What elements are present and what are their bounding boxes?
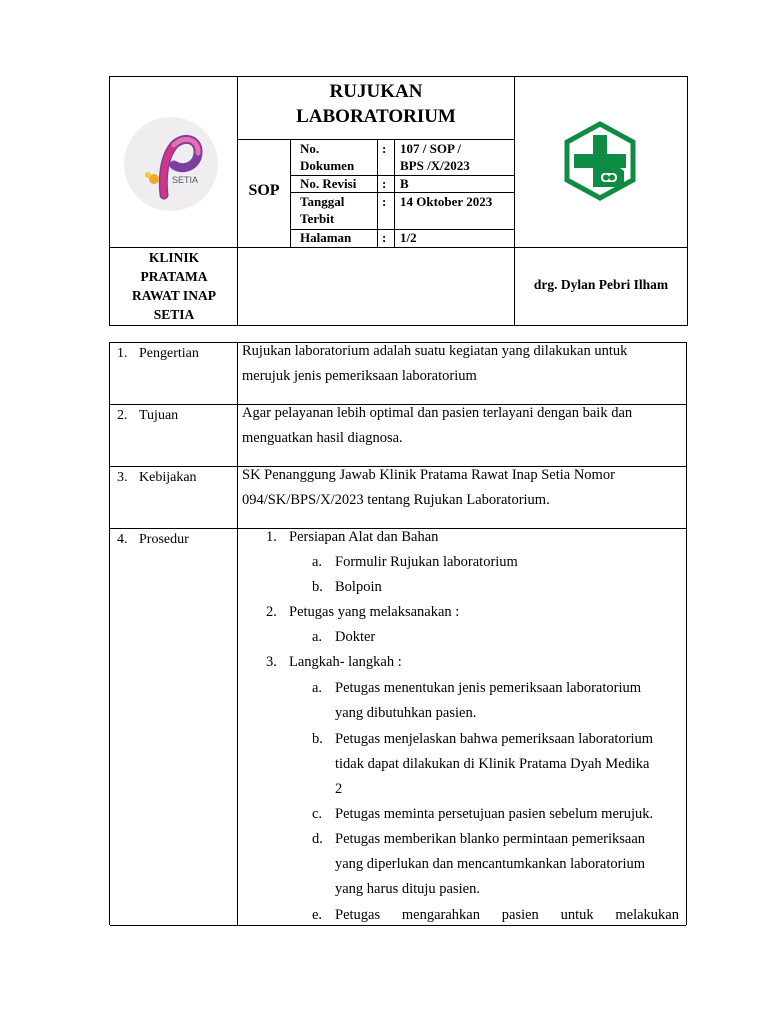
setia-logo-icon xyxy=(124,117,218,211)
sub-item-letter: a. xyxy=(312,554,323,570)
sub-item-letter: a. xyxy=(312,680,323,696)
colon: : xyxy=(382,194,387,209)
section-text: Rujukan laboratorium adalah suatu kegiatan yang dilakukan untuk merujuk jenis pemeriksaan laboratorium xyxy=(242,343,628,384)
list-item-text: Persiapan Alat dan Bahan xyxy=(289,529,439,545)
section-label: Tujuan xyxy=(139,408,179,423)
sub-item-letter: d. xyxy=(312,831,323,847)
sub-item-letter: b. xyxy=(312,579,323,595)
sub-item-text: Formulir Rujukan laboratorium xyxy=(335,554,518,570)
revision-value: B xyxy=(400,176,409,191)
document-title: RUJUKAN LABORATORIUM xyxy=(296,81,456,127)
sub-item-text: Bolpoin xyxy=(335,579,382,595)
list-item-number: 1. xyxy=(266,529,277,545)
issued-date-label: Tanggal Terbit xyxy=(300,194,345,226)
colon: : xyxy=(382,176,387,191)
issued-date-value: 14 Oktober 2023 xyxy=(400,194,493,209)
colon: : xyxy=(382,141,387,156)
sop-label: SOP xyxy=(248,182,280,199)
sub-item-letter: b. xyxy=(312,731,323,747)
clinic-logo xyxy=(124,117,218,211)
section-label: Kebijakan xyxy=(139,470,197,485)
page-label: Halaman xyxy=(300,230,352,245)
sub-item-text: Petugas mengarahkan pasien untuk melakukan xyxy=(335,907,679,923)
signatory-name: drg. Dylan Pebri Ilham xyxy=(533,277,669,292)
page-value: 1/2 xyxy=(400,230,417,245)
colon: : xyxy=(382,230,387,245)
header-table xyxy=(109,76,688,326)
doc-number-label: No. Dokumen xyxy=(300,141,355,173)
doc-number-value: 107 / SOP / BPS /X/2023 xyxy=(400,141,470,173)
sub-item-text: Dokter xyxy=(335,629,376,645)
section-label: Prosedur xyxy=(139,532,189,547)
sub-item-letter: a. xyxy=(312,629,323,645)
section-number: 2. xyxy=(117,408,128,423)
sub-item-text: Petugas menjelaskan bahwa pemeriksaan laboratorium tidak dapat dilakukan di Klinik Pratama Dyah Medika 2 xyxy=(335,731,654,797)
list-item-number: 3. xyxy=(266,654,277,670)
section-text: Agar pelayanan lebih optimal dan pasien terlayani dengan baik dan menguatkan hasil diagnosa. xyxy=(242,405,633,446)
sub-item-text: Petugas menentukan jenis pemeriksaan laboratorium yang dibutuhkan pasien. xyxy=(335,680,642,721)
sub-item-text: Petugas memberikan blanko permintaan pemeriksaan yang diperlukan dan mencantumkankan laboratorium yang harus dituju pasien. xyxy=(335,831,646,897)
section-number: 3. xyxy=(117,470,128,485)
sub-item-text: Petugas meminta persetujuan pasien sebelum merujuk. xyxy=(335,806,654,822)
section-number: 4. xyxy=(117,532,128,547)
health-cross-icon xyxy=(560,121,640,201)
list-item-text: Langkah- langkah : xyxy=(289,654,402,670)
clinic-name: KLINIK PRATAMA RAWAT INAP SETIA xyxy=(132,250,216,322)
svg-text:SETIA: SETIA xyxy=(172,175,199,185)
puskesmas-logo xyxy=(560,121,640,201)
revision-label: No. Revisi xyxy=(300,176,357,191)
sub-item-letter: c. xyxy=(312,806,323,822)
sub-item-letter: e. xyxy=(312,907,323,923)
section-label: Pengertian xyxy=(139,346,199,361)
content-table xyxy=(109,342,687,925)
list-item-number: 2. xyxy=(266,604,277,620)
section-text: SK Penanggung Jawab Klinik Pratama Rawat Inap Setia Nomor 094/SK/BPS/X/2023 tentang Rujukan Laboratorium. xyxy=(242,467,615,508)
list-item-text: Petugas yang melaksanakan : xyxy=(289,604,460,620)
section-number: 1. xyxy=(117,346,128,361)
